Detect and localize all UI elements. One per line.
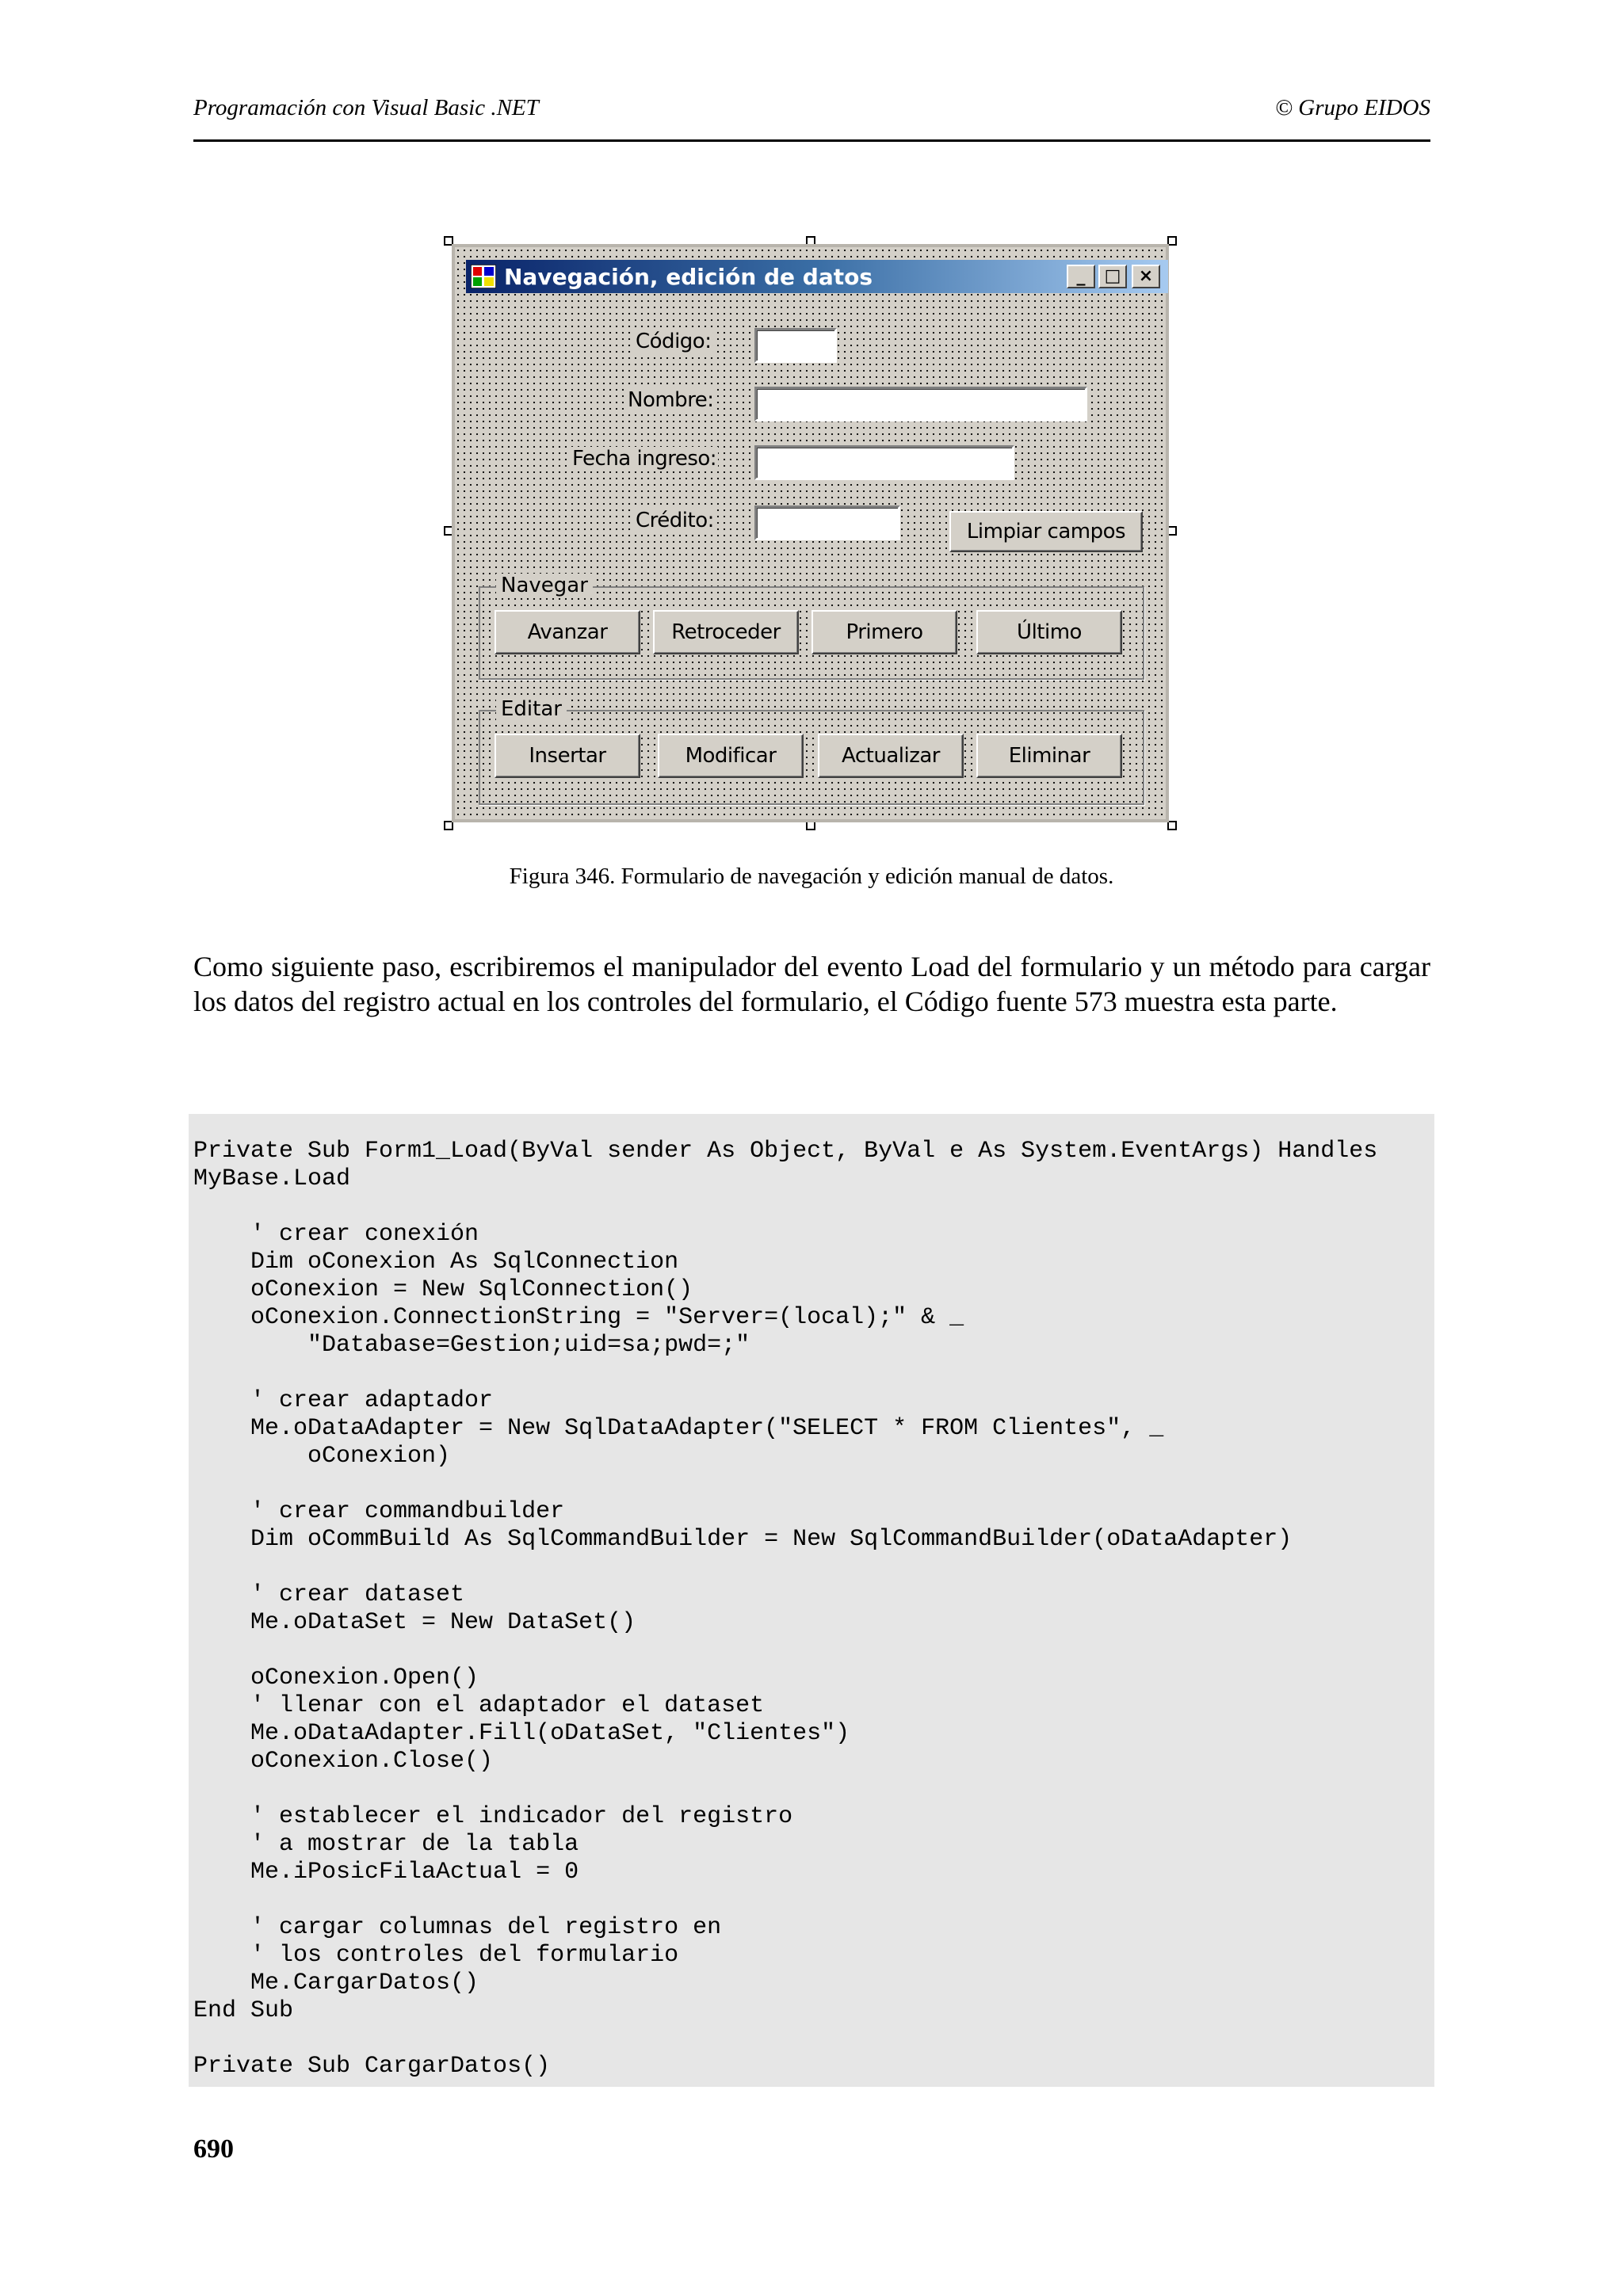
retroceder-button[interactable]: Retroceder <box>653 610 799 654</box>
codigo-label: Código: <box>636 330 712 353</box>
minimize-icon[interactable]: _ <box>1067 265 1095 288</box>
codigo-field[interactable] <box>754 328 837 363</box>
fecha-ingreso-field[interactable] <box>754 445 1014 480</box>
nombre-field[interactable] <box>754 387 1087 421</box>
fecha-ingreso-label: Fecha ingreso: <box>572 447 717 471</box>
code-listing <box>189 1114 1434 2087</box>
maximize-icon[interactable]: □ <box>1098 265 1127 288</box>
header-publisher: © Grupo EIDOS <box>1274 95 1430 120</box>
form-figure <box>444 236 1177 830</box>
page-number: 690 <box>193 2134 234 2164</box>
header-book-title: Programación con Visual Basic .NET <box>193 95 539 120</box>
insertar-button[interactable]: Insertar <box>495 734 640 778</box>
figure-caption: Figura 346. Formulario de navegación y edición manual de datos. <box>509 864 1114 889</box>
editar-group <box>479 697 1144 805</box>
form-designer-surface[interactable] <box>452 244 1169 822</box>
modificar-button[interactable]: Modificar <box>658 734 804 778</box>
close-icon[interactable]: × <box>1132 265 1160 288</box>
ultimo-button[interactable]: Último <box>976 610 1122 654</box>
code-text: Private Sub Form1_Load(ByVal sender As Object, ByVal e As System.EventArgs) Handles MyBase.Load ' crear conexión Dim oConexion As SqlConnection oConexion = New SqlConnection() oConexion.ConnectionString = "Server=(local);" & _ "Database=Gestion;uid=sa;pwd=;" ' crear adaptador Me.oDataAdapter = New SqlDataAdapter("SELECT * FROM Clientes", _ oConexion) ' crear commandbuilder Dim oCommBuild As SqlCommandBuilder = New SqlCommandBuilder(oDataAdapter) ' crear dataset Me.oDataSet = New DataSet() oConexion.Open() ' llenar con el adaptador el dataset Me.oDataAdapter.Fill(oDataSet, "Clientes") oConexion.Close() ' establecer el indicador del registro ' a mostrar de la tabla Me.iPosicFilaActual = 0 ' cargar columnas del registro en ' los controles del formulario Me.CargarDatos() End Sub Private Sub CargarDatos() <box>193 1138 1378 2080</box>
page-header <box>193 95 1430 142</box>
editar-group-legend: Editar <box>496 697 567 721</box>
credito-field[interactable] <box>754 505 900 540</box>
navegar-group <box>479 574 1144 680</box>
window-title: Navegación, edición de datos <box>504 264 873 290</box>
avanzar-button[interactable]: Avanzar <box>495 610 640 654</box>
body-paragraph: Como siguiente paso, escribiremos el manipulador del evento Load del formulario y un método para cargar los datos del registro actual en los controles del formulario, el Código fuente 573 muestra esta parte. <box>193 951 1430 1017</box>
app-icon <box>471 265 496 288</box>
navegar-group-legend: Navegar <box>496 574 593 597</box>
eliminar-button[interactable]: Eliminar <box>976 734 1122 778</box>
actualizar-button[interactable]: Actualizar <box>818 734 964 778</box>
credito-label: Crédito: <box>636 509 714 532</box>
window-titlebar[interactable] <box>466 260 1168 293</box>
limpiar-campos-button[interactable]: Limpiar campos <box>949 511 1143 552</box>
primero-button[interactable]: Primero <box>812 610 957 654</box>
nombre-label: Nombre: <box>628 388 714 412</box>
